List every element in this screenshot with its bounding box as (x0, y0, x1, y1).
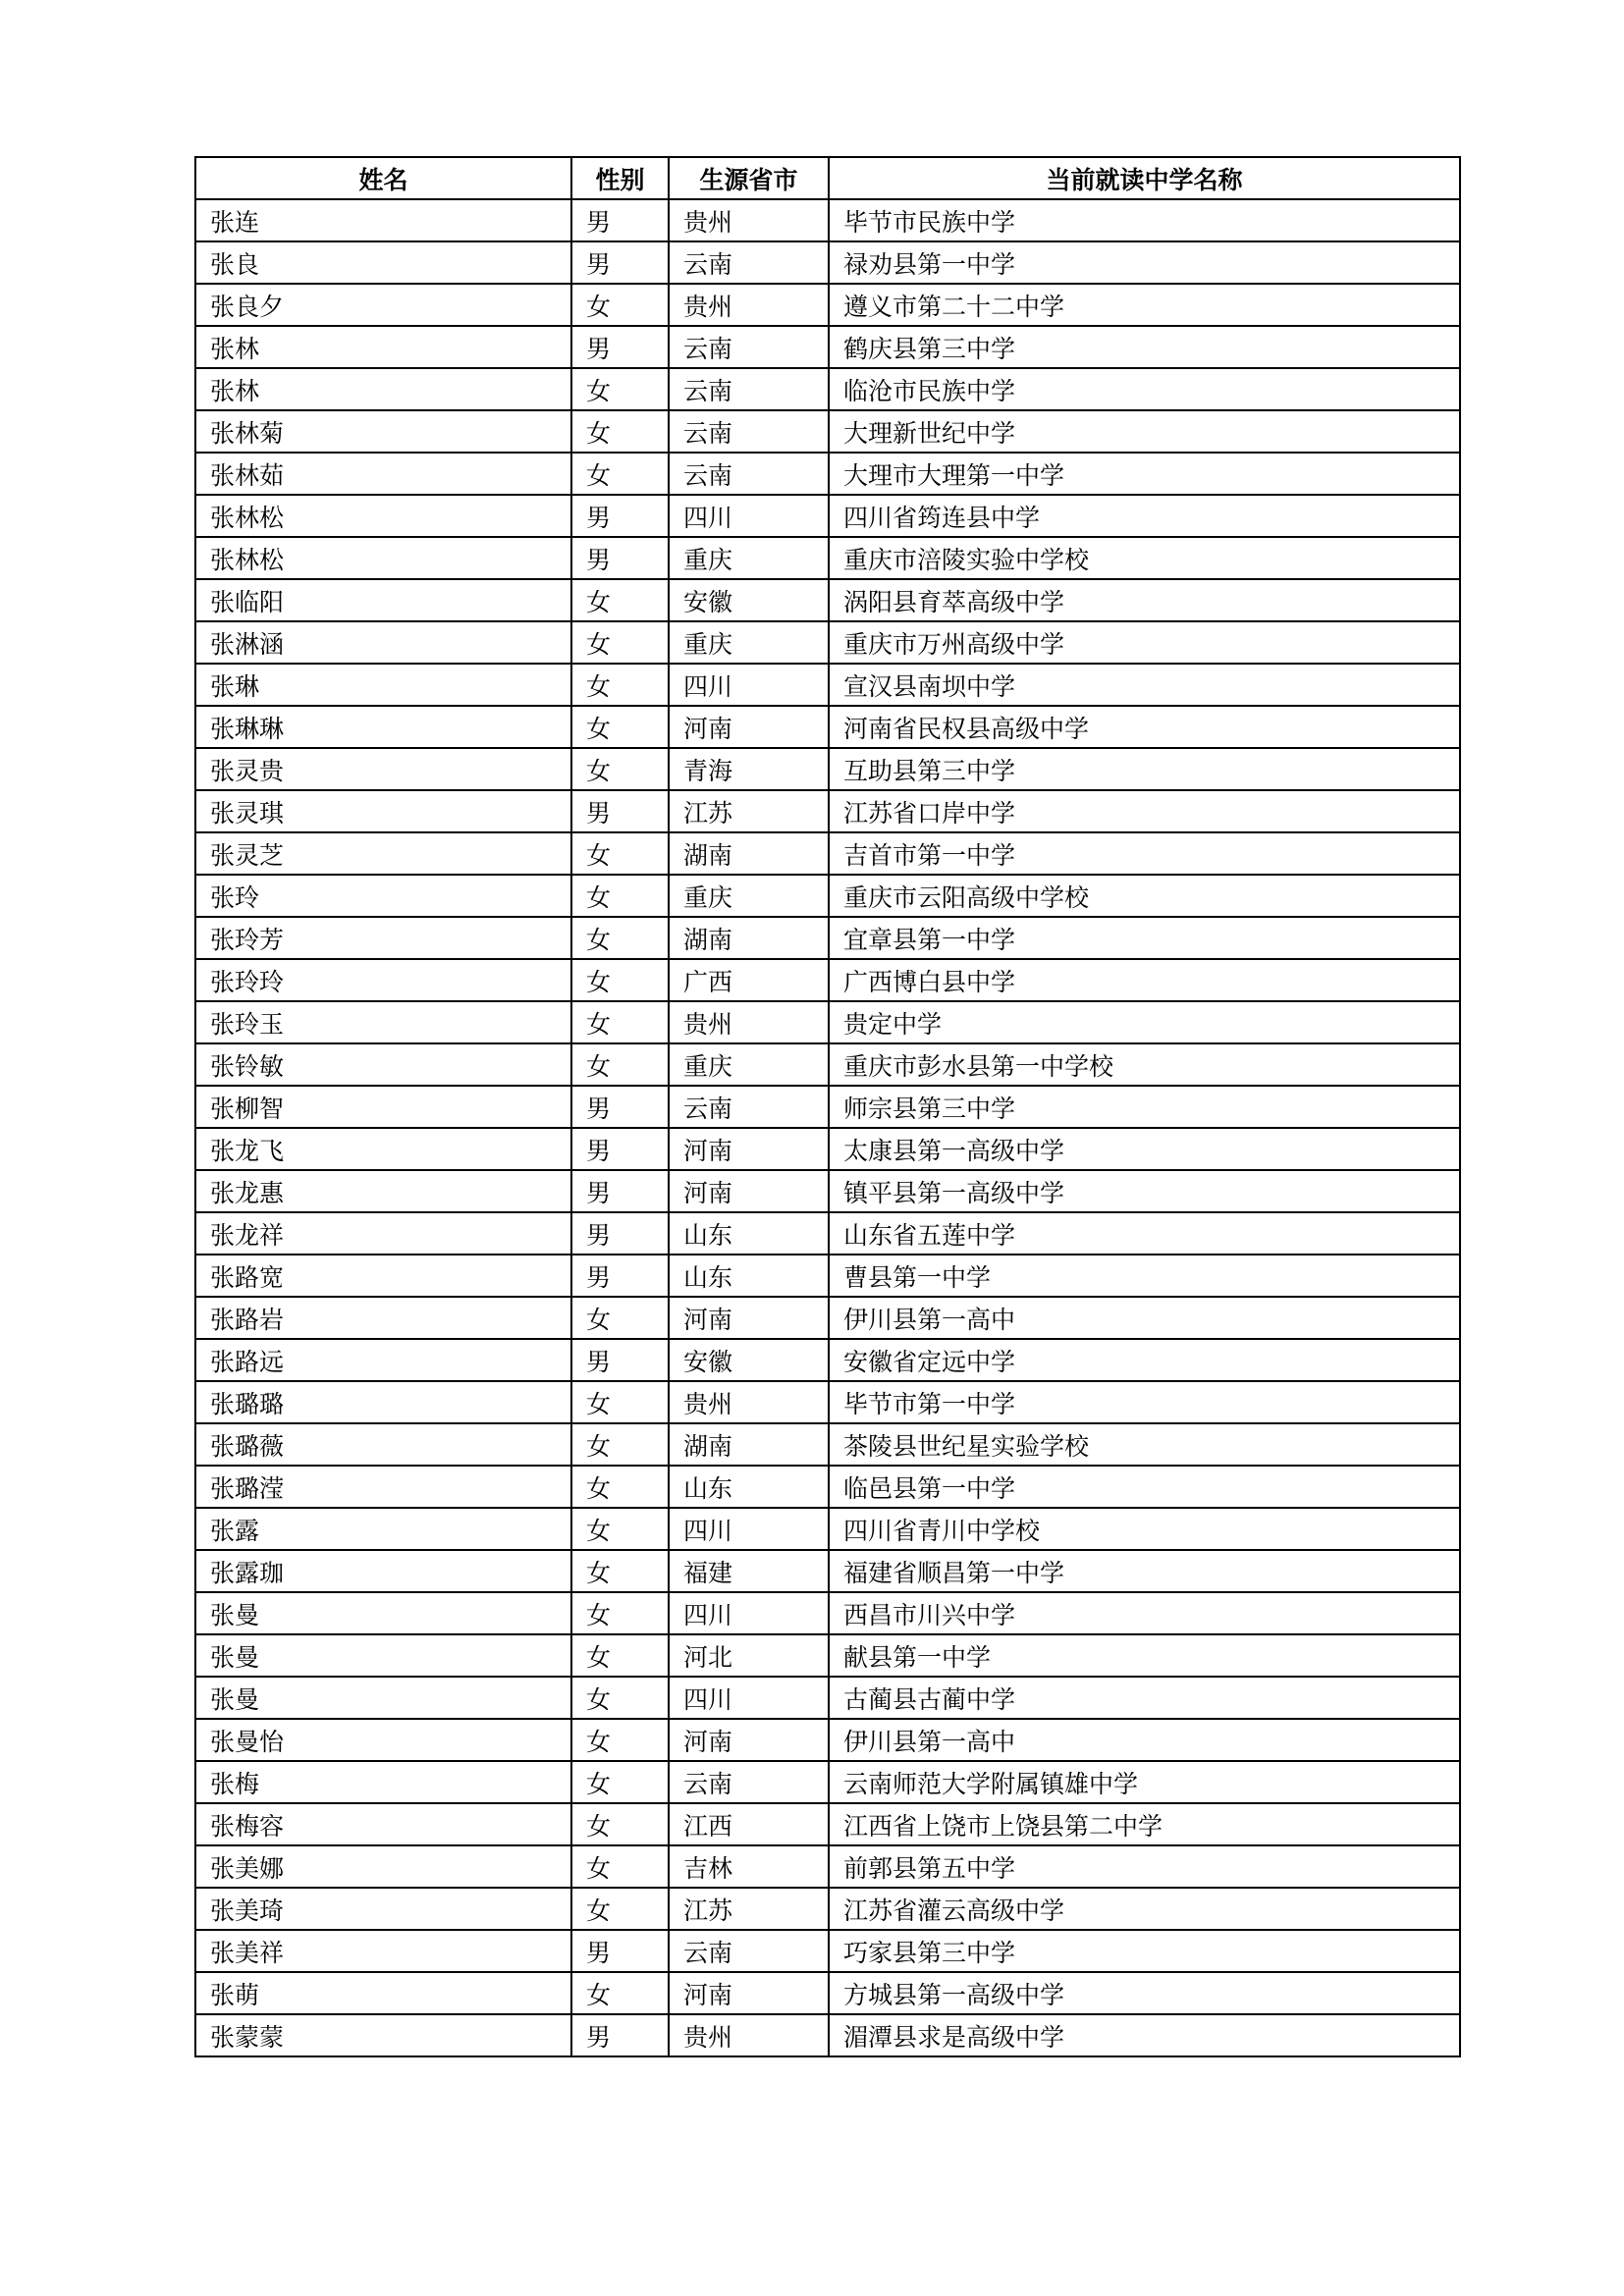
province-cell: 江西 (669, 1803, 829, 1845)
table-row (195, 1677, 1460, 1719)
table-row (195, 706, 1460, 748)
name-cell: 张林菊 (195, 410, 571, 453)
gender-cell: 女 (571, 453, 669, 495)
name-cell: 张琳 (195, 664, 571, 706)
name-cell: 张连 (195, 199, 571, 241)
name-cell: 张美祥 (195, 1930, 571, 1972)
school-cell: 茶陵县世纪星实验学校 (829, 1423, 1460, 1466)
gender-cell: 女 (571, 917, 669, 959)
province-cell: 山东 (669, 1466, 829, 1508)
gender-cell: 女 (571, 1001, 669, 1043)
school-cell: 涡阳县育萃高级中学 (829, 579, 1460, 621)
table-row (195, 917, 1460, 959)
name-cell: 张曼 (195, 1677, 571, 1719)
name-cell: 张路远 (195, 1339, 571, 1381)
school-cell: 镇平县第一高级中学 (829, 1170, 1460, 1212)
province-cell: 山东 (669, 1212, 829, 1255)
province-cell: 河南 (669, 1297, 829, 1339)
school-cell: 太康县第一高级中学 (829, 1128, 1460, 1170)
province-cell: 云南 (669, 1761, 829, 1803)
province-cell: 贵州 (669, 2014, 829, 2056)
gender-cell: 男 (571, 326, 669, 368)
name-cell: 张玲 (195, 875, 571, 917)
province-cell: 云南 (669, 1930, 829, 1972)
name-cell: 张曼 (195, 1634, 571, 1677)
name-cell: 张良 (195, 241, 571, 284)
table-row (195, 495, 1460, 537)
province-cell: 湖南 (669, 1423, 829, 1466)
gender-cell: 女 (571, 832, 669, 875)
school-cell: 江苏省口岸中学 (829, 790, 1460, 832)
school-cell: 师宗县第三中学 (829, 1086, 1460, 1128)
table-row (195, 2014, 1460, 2056)
table-row (195, 537, 1460, 579)
name-cell: 张梅容 (195, 1803, 571, 1845)
school-cell: 禄劝县第一中学 (829, 241, 1460, 284)
gender-cell: 女 (571, 875, 669, 917)
header-name: 姓名 (195, 157, 571, 199)
gender-cell: 女 (571, 368, 669, 410)
gender-cell: 女 (571, 959, 669, 1001)
school-cell: 安徽省定远中学 (829, 1339, 1460, 1381)
gender-cell: 女 (571, 1888, 669, 1930)
name-cell: 张美琦 (195, 1888, 571, 1930)
table-row (195, 621, 1460, 664)
province-cell: 福建 (669, 1550, 829, 1592)
gender-cell: 男 (571, 1128, 669, 1170)
table-row (195, 664, 1460, 706)
name-cell: 张林松 (195, 537, 571, 579)
table-row (195, 1043, 1460, 1086)
table-row (195, 1550, 1460, 1592)
table-row (195, 1381, 1460, 1423)
table-row (195, 832, 1460, 875)
gender-cell: 女 (571, 748, 669, 790)
school-cell: 临沧市民族中学 (829, 368, 1460, 410)
gender-cell: 男 (571, 199, 669, 241)
gender-cell: 女 (571, 621, 669, 664)
name-cell: 张良夕 (195, 284, 571, 326)
school-cell: 云南师范大学附属镇雄中学 (829, 1761, 1460, 1803)
table-row (195, 1212, 1460, 1255)
table-row (195, 1845, 1460, 1888)
gender-cell: 男 (571, 1212, 669, 1255)
province-cell: 四川 (669, 664, 829, 706)
name-cell: 张玲玲 (195, 959, 571, 1001)
table-row (195, 241, 1460, 284)
gender-cell: 男 (571, 537, 669, 579)
school-cell: 重庆市彭水县第一中学校 (829, 1043, 1460, 1086)
gender-cell: 男 (571, 2014, 669, 2056)
gender-cell: 女 (571, 410, 669, 453)
province-cell: 江苏 (669, 1888, 829, 1930)
table-row (195, 1128, 1460, 1170)
school-cell: 宜章县第一中学 (829, 917, 1460, 959)
header-province: 生源省市 (669, 157, 829, 199)
province-cell: 重庆 (669, 875, 829, 917)
table-row (195, 368, 1460, 410)
province-cell: 贵州 (669, 1001, 829, 1043)
table-row (195, 1508, 1460, 1550)
school-cell: 广西博白县中学 (829, 959, 1460, 1001)
gender-cell: 男 (571, 241, 669, 284)
name-cell: 张龙飞 (195, 1128, 571, 1170)
table-row (195, 1086, 1460, 1128)
school-cell: 西昌市川兴中学 (829, 1592, 1460, 1634)
name-cell: 张琳琳 (195, 706, 571, 748)
school-cell: 毕节市民族中学 (829, 199, 1460, 241)
name-cell: 张龙祥 (195, 1212, 571, 1255)
gender-cell: 女 (571, 284, 669, 326)
name-cell: 张柳智 (195, 1086, 571, 1128)
table-row (195, 875, 1460, 917)
province-cell: 河南 (669, 1128, 829, 1170)
province-cell: 安徽 (669, 1339, 829, 1381)
name-cell: 张露珈 (195, 1550, 571, 1592)
name-cell: 张璐薇 (195, 1423, 571, 1466)
gender-cell: 女 (571, 1423, 669, 1466)
table-row (195, 579, 1460, 621)
table-row (195, 1888, 1460, 1930)
province-cell: 四川 (669, 1508, 829, 1550)
gender-cell: 女 (571, 1677, 669, 1719)
name-cell: 张灵琪 (195, 790, 571, 832)
gender-cell: 女 (571, 664, 669, 706)
table-row (195, 1761, 1460, 1803)
gender-cell: 男 (571, 1255, 669, 1297)
school-cell: 鹤庆县第三中学 (829, 326, 1460, 368)
table-row (195, 748, 1460, 790)
province-cell: 四川 (669, 1592, 829, 1634)
name-cell: 张林 (195, 368, 571, 410)
province-cell: 青海 (669, 748, 829, 790)
gender-cell: 女 (571, 1550, 669, 1592)
table-row (195, 1930, 1460, 1972)
province-cell: 湖南 (669, 917, 829, 959)
province-cell: 贵州 (669, 1381, 829, 1423)
header-gender: 性别 (571, 157, 669, 199)
gender-cell: 女 (571, 1592, 669, 1634)
school-cell: 宣汉县南坝中学 (829, 664, 1460, 706)
school-cell: 重庆市涪陵实验中学校 (829, 537, 1460, 579)
table-row (195, 284, 1460, 326)
name-cell: 张曼怡 (195, 1719, 571, 1761)
school-cell: 重庆市万州高级中学 (829, 621, 1460, 664)
gender-cell: 女 (571, 1297, 669, 1339)
province-cell: 重庆 (669, 537, 829, 579)
school-cell: 重庆市云阳高级中学校 (829, 875, 1460, 917)
school-cell: 湄潭县求是高级中学 (829, 2014, 1460, 2056)
table-row (195, 1592, 1460, 1634)
school-cell: 山东省五莲中学 (829, 1212, 1460, 1255)
school-cell: 江苏省灌云高级中学 (829, 1888, 1460, 1930)
province-cell: 重庆 (669, 1043, 829, 1086)
table-row (195, 1339, 1460, 1381)
name-cell: 张林茹 (195, 453, 571, 495)
province-cell: 云南 (669, 1086, 829, 1128)
table-row (195, 1972, 1460, 2014)
gender-cell: 女 (571, 1761, 669, 1803)
name-cell: 张铃敏 (195, 1043, 571, 1086)
province-cell: 山东 (669, 1255, 829, 1297)
province-cell: 云南 (669, 241, 829, 284)
header-school: 当前就读中学名称 (829, 157, 1460, 199)
school-cell: 江西省上饶市上饶县第二中学 (829, 1803, 1460, 1845)
school-cell: 遵义市第二十二中学 (829, 284, 1460, 326)
province-cell: 重庆 (669, 621, 829, 664)
gender-cell: 女 (571, 1803, 669, 1845)
province-cell: 广西 (669, 959, 829, 1001)
school-cell: 临邑县第一中学 (829, 1466, 1460, 1508)
name-cell: 张梅 (195, 1761, 571, 1803)
table-row (195, 453, 1460, 495)
school-cell: 互助县第三中学 (829, 748, 1460, 790)
school-cell: 四川省筠连县中学 (829, 495, 1460, 537)
school-cell: 河南省民权县高级中学 (829, 706, 1460, 748)
name-cell: 张璐璐 (195, 1381, 571, 1423)
table-body (195, 199, 1460, 2056)
school-cell: 前郭县第五中学 (829, 1845, 1460, 1888)
province-cell: 四川 (669, 495, 829, 537)
name-cell: 张林 (195, 326, 571, 368)
school-cell: 古蔺县古蔺中学 (829, 1677, 1460, 1719)
name-cell: 张龙惠 (195, 1170, 571, 1212)
province-cell: 吉林 (669, 1845, 829, 1888)
school-cell: 四川省青川中学校 (829, 1508, 1460, 1550)
gender-cell: 男 (571, 1339, 669, 1381)
gender-cell: 男 (571, 1930, 669, 1972)
table-row (195, 959, 1460, 1001)
province-cell: 云南 (669, 368, 829, 410)
school-cell: 曹县第一中学 (829, 1255, 1460, 1297)
gender-cell: 女 (571, 706, 669, 748)
province-cell: 河南 (669, 1972, 829, 2014)
gender-cell: 男 (571, 495, 669, 537)
name-cell: 张萌 (195, 1972, 571, 2014)
table-row (195, 1170, 1460, 1212)
table-row (195, 199, 1460, 241)
name-cell: 张玲玉 (195, 1001, 571, 1043)
name-cell: 张淋涵 (195, 621, 571, 664)
province-cell: 安徽 (669, 579, 829, 621)
name-cell: 张灵贵 (195, 748, 571, 790)
gender-cell: 女 (571, 1845, 669, 1888)
gender-cell: 女 (571, 1508, 669, 1550)
table-row (195, 1634, 1460, 1677)
name-cell: 张曼 (195, 1592, 571, 1634)
school-cell: 毕节市第一中学 (829, 1381, 1460, 1423)
gender-cell: 男 (571, 790, 669, 832)
school-cell: 吉首市第一中学 (829, 832, 1460, 875)
table-row (195, 410, 1460, 453)
province-cell: 河南 (669, 1719, 829, 1761)
school-cell: 献县第一中学 (829, 1634, 1460, 1677)
gender-cell: 男 (571, 1086, 669, 1128)
table-row (195, 1423, 1460, 1466)
gender-cell: 女 (571, 579, 669, 621)
name-cell: 张玲芳 (195, 917, 571, 959)
school-cell: 贵定中学 (829, 1001, 1460, 1043)
name-cell: 张璐滢 (195, 1466, 571, 1508)
school-cell: 巧家县第三中学 (829, 1930, 1460, 1972)
province-cell: 四川 (669, 1677, 829, 1719)
gender-cell: 女 (571, 1634, 669, 1677)
gender-cell: 男 (571, 1170, 669, 1212)
name-cell: 张林松 (195, 495, 571, 537)
school-cell: 大理新世纪中学 (829, 410, 1460, 453)
province-cell: 云南 (669, 453, 829, 495)
table-header-row (195, 157, 1460, 199)
gender-cell: 女 (571, 1381, 669, 1423)
name-cell: 张露 (195, 1508, 571, 1550)
province-cell: 江苏 (669, 790, 829, 832)
name-cell: 张美娜 (195, 1845, 571, 1888)
school-cell: 方城县第一高级中学 (829, 1972, 1460, 2014)
gender-cell: 女 (571, 1466, 669, 1508)
gender-cell: 女 (571, 1719, 669, 1761)
province-cell: 河南 (669, 1170, 829, 1212)
name-cell: 张路宽 (195, 1255, 571, 1297)
student-table (194, 156, 1461, 2057)
table-row (195, 1255, 1460, 1297)
name-cell: 张路岩 (195, 1297, 571, 1339)
school-cell: 大理市大理第一中学 (829, 453, 1460, 495)
table-row (195, 1001, 1460, 1043)
name-cell: 张灵芝 (195, 832, 571, 875)
gender-cell: 女 (571, 1043, 669, 1086)
school-cell: 伊川县第一高中 (829, 1719, 1460, 1761)
table-row (195, 326, 1460, 368)
table-row (195, 1803, 1460, 1845)
province-cell: 贵州 (669, 199, 829, 241)
table-row (195, 1297, 1460, 1339)
province-cell: 云南 (669, 410, 829, 453)
province-cell: 河北 (669, 1634, 829, 1677)
province-cell: 贵州 (669, 284, 829, 326)
school-cell: 福建省顺昌第一中学 (829, 1550, 1460, 1592)
province-cell: 云南 (669, 326, 829, 368)
name-cell: 张临阳 (195, 579, 571, 621)
province-cell: 湖南 (669, 832, 829, 875)
name-cell: 张蒙蒙 (195, 2014, 571, 2056)
gender-cell: 女 (571, 1972, 669, 2014)
table-row (195, 1466, 1460, 1508)
table-row (195, 790, 1460, 832)
province-cell: 河南 (669, 706, 829, 748)
table-row (195, 1719, 1460, 1761)
school-cell: 伊川县第一高中 (829, 1297, 1460, 1339)
